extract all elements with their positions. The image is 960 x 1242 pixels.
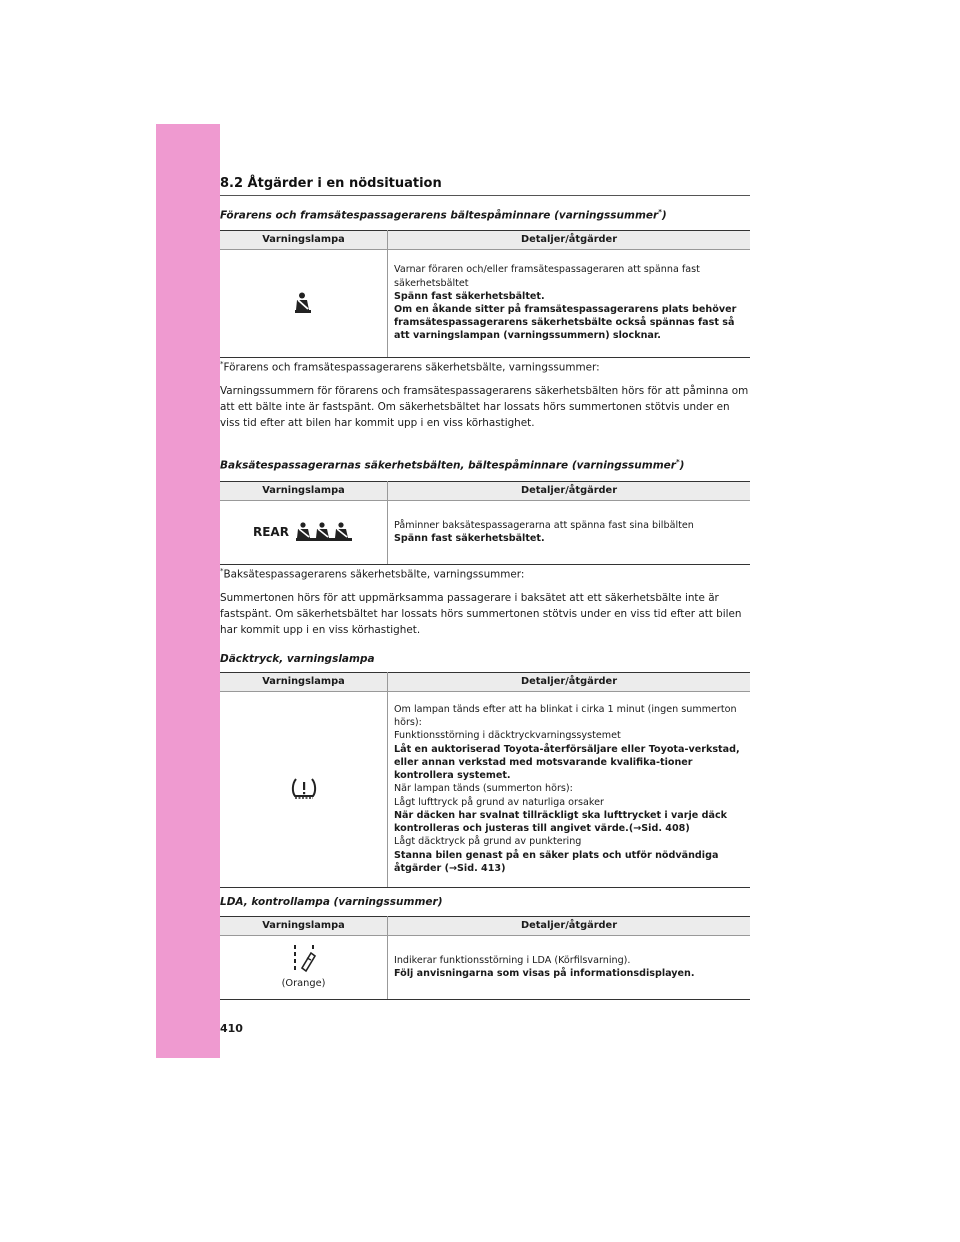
column-header-lamp: Varningslampa <box>220 917 388 936</box>
column-header-lamp: Varningslampa <box>220 673 388 692</box>
footnote: *Förarens och framsätespassagerarens säkerhetsbälte, varningssummer: <box>220 360 600 374</box>
details-cell: Varnar föraren och/eller framsätespassageraren att spänna fast säkerhetsbältet Spänn fast säkerhetsbältet. Om en åkande sitter på framsätespassagerarens plats behöver framsätespassagerarens säkerhetsbälte också spännas fast så att varningslampan (varningssummern) slocknar. <box>388 249 751 357</box>
lamp-cell <box>220 691 388 887</box>
column-header-lamp: Varningslampa <box>220 482 388 501</box>
rear-label: REAR <box>252 524 289 539</box>
column-header-lamp: Varningslampa <box>220 231 388 250</box>
warning-table-rear-seatbelt <box>220 481 750 565</box>
page-number: 410 <box>220 1022 243 1035</box>
section-title: 8.2 Åtgärder i en nödsituation <box>220 176 750 196</box>
seatbelt-icon <box>294 292 314 314</box>
details-cell: Påminner baksätespassagerarna att spänna fast sina bilbälten Spänn fast säkerhetsbältet. <box>388 500 751 564</box>
lamp-cell <box>220 935 388 999</box>
section-heading-rear-seatbelt: Baksätespassagerarnas säkerhetsbälten, bältespåminnare (varningssummer*) <box>220 458 685 472</box>
warning-table-lda <box>220 916 750 1000</box>
rear-seatbelt-icon <box>296 522 354 542</box>
lamp-cell <box>220 500 388 564</box>
column-header-details: Detaljer/åtgärder <box>388 482 751 501</box>
paragraph: Varningssummern för förarens och framsätespassagerarens säkerhetsbälten hörs för att påminna om att ett bälte inte är fastspänt. Om säkerhetsbältet har lossats hörs summertonen stötvis under en viss tid efter att bilen har kommit upp i en viss körhastighet. <box>220 385 749 430</box>
lamp-cell <box>220 249 388 357</box>
footnote: *Baksätespassagerarens säkerhetsbälte, varningssummer: <box>220 567 525 581</box>
warning-table-tire-pressure <box>220 672 750 888</box>
column-header-details: Detaljer/åtgärder <box>388 917 751 936</box>
column-header-details: Detaljer/åtgärder <box>388 231 751 250</box>
column-header-details: Detaljer/åtgärder <box>388 673 751 692</box>
section-heading-tire-pressure: Däcktryck, varningslampa <box>220 653 375 665</box>
section-heading-front-seatbelt: Förarens och framsätespassagerarens bältespåminnare (varningssummer*) <box>220 208 667 222</box>
details-cell: Indikerar funktionsstörning i LDA (Körfilsvarning). Följ anvisningarna som visas på informationsdisplayen. <box>388 935 751 999</box>
paragraph: Summertonen hörs för att uppmärksamma passagerare i baksätet att ett säkerhetsbälte inte är fastspänt. Om säkerhetsbältet har lossats hörs summertonen stötvis under en viss tid efter att bilen har kommit upp i en viss körhastighet. <box>220 592 742 637</box>
warning-table-front-seatbelt <box>220 230 750 358</box>
tire-pressure-icon <box>291 777 317 801</box>
icon-caption: (Orange) <box>281 978 326 990</box>
details-cell: Om lampan tänds efter att ha blinkat i cirka 1 minut (ingen summerton hörs): Funktionsstörning i däcktryckvarningssystemet Låt en auktoriserad Toyota-återförsäljare eller Toyota-verkstad, eller annan verkstad med motsvarande kvalifika-tioner kontrollera systemet. När lampan tänds (summerton hörs): Lågt lufttryck på grund av naturliga orsaker När däcken har svalnat tillräckligt ska lufttrycket i varje däck kontrolleras och justeras till angivet värde.(→Sid. 408) Lågt däcktryck på grund av punktering Stanna bilen genast på en säker plats och utför nödvändiga åtgärder (→Sid. 413) <box>388 691 751 887</box>
page <box>220 124 920 1058</box>
lane-departure-icon <box>291 943 317 973</box>
section-heading-lda: LDA, kontrollampa (varningssummer) <box>220 896 443 908</box>
